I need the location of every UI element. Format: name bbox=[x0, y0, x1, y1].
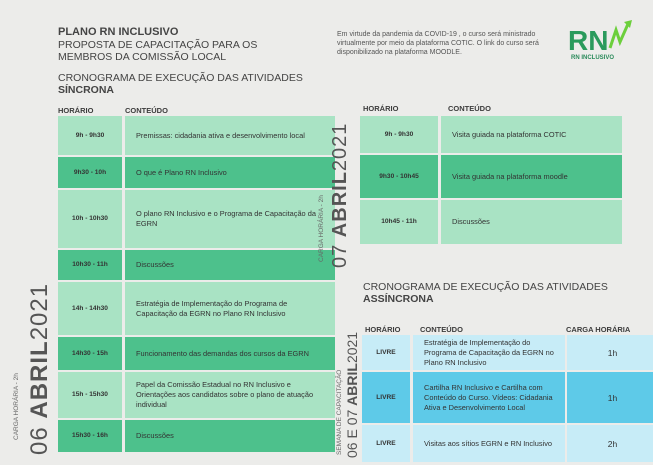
content-cell: Discussões bbox=[125, 420, 335, 452]
content-cell: Funcionamento das demandas dos cursos da EGRN bbox=[125, 337, 335, 370]
sync-section-title bbox=[58, 72, 303, 96]
load-cell: 1h bbox=[567, 335, 653, 370]
table-row bbox=[362, 335, 653, 370]
time-cell: 10h45 - 11h bbox=[360, 200, 438, 244]
logo-subtitle: RN INCLUSIVO bbox=[571, 55, 615, 61]
async-day-b: 07 bbox=[344, 409, 360, 426]
async-year: 2021 bbox=[344, 331, 360, 364]
sync-title-text: CRONOGRAMA DE EXECUÇÃO DAS ATIVIDADES bbox=[58, 72, 303, 84]
day2-year: 2021 bbox=[329, 122, 351, 172]
content-cell: Estratégia de Implementação do Programa de Capacitação da EGRN no Plano RN Inclusivo bbox=[413, 335, 565, 370]
table-row bbox=[58, 250, 335, 280]
day1-month: ABRIL bbox=[26, 340, 53, 419]
time-cell: 9h - 9h30 bbox=[360, 116, 438, 153]
time-cell: 9h - 9h30 bbox=[58, 116, 122, 155]
table-row bbox=[58, 372, 335, 418]
async-col-header-content: CONTEÚDO bbox=[420, 325, 463, 334]
table-row bbox=[58, 337, 335, 370]
content-cell: Visita guiada na plataforma COTIC bbox=[441, 116, 622, 153]
sync-mode-label: SÍNCRONA bbox=[58, 84, 115, 96]
async-mode-label: ASSÍNCRONA bbox=[363, 293, 434, 305]
table-row bbox=[360, 116, 622, 153]
async-date-label bbox=[344, 332, 360, 458]
time-cell: LIVRE bbox=[362, 372, 410, 423]
day2-date-label bbox=[329, 123, 352, 268]
col-header-time-2: HORÁRIO bbox=[363, 104, 399, 113]
async-col-header-load: CARGA HORÁRIA bbox=[566, 325, 631, 334]
content-cell: Discussões bbox=[441, 200, 622, 244]
time-cell: LIVRE bbox=[362, 425, 410, 462]
col-header-content: CONTEÚDO bbox=[125, 106, 168, 115]
time-cell: 9h30 - 10h bbox=[58, 157, 122, 188]
table-row bbox=[58, 420, 335, 452]
day1-year: 2021 bbox=[26, 282, 53, 341]
day1-day: 06 bbox=[26, 426, 53, 455]
time-cell: 10h - 10h30 bbox=[58, 190, 122, 248]
table-row bbox=[362, 425, 653, 462]
page-subtitle: PROPOSTA DE CAPACITAÇÃO PARA OS MEMBROS DA COMISSÃO LOCAL bbox=[58, 39, 258, 63]
content-cell: Premissas: cidadania ativa e desenvolvimento local bbox=[125, 116, 335, 155]
time-cell: 9h30 - 10h45 bbox=[360, 155, 438, 198]
async-col-header-time: HORÁRIO bbox=[365, 325, 401, 334]
svg-text:RN: RN bbox=[568, 25, 609, 56]
table-row bbox=[58, 282, 335, 335]
content-cell: Visitas aos sítios EGRN e RN Inclusivo bbox=[413, 425, 565, 462]
table-row bbox=[360, 155, 622, 198]
content-cell: O plano RN Inclusivo e o Programa de Capacitação da EGRN bbox=[125, 190, 335, 248]
time-cell: LIVRE bbox=[362, 335, 410, 370]
col-header-time: HORÁRIO bbox=[58, 106, 94, 115]
day2-carga-label: CARGA HORÁRIA - 2h bbox=[318, 195, 325, 262]
content-cell: Papel da Comissão Estadual no RN Inclusivo e Orientações aos candidatos sobre o plano de atuação individual bbox=[125, 372, 335, 418]
time-cell: 14h - 14h30 bbox=[58, 282, 122, 335]
content-cell: Discussões bbox=[125, 250, 335, 280]
async-day-e: E bbox=[344, 429, 360, 439]
async-section-title bbox=[363, 281, 608, 305]
time-cell: 15h - 15h30 bbox=[58, 372, 122, 418]
table-row bbox=[58, 116, 335, 155]
async-month: ABRIL bbox=[344, 363, 360, 406]
load-cell: 2h bbox=[567, 425, 653, 462]
table-row bbox=[360, 200, 622, 244]
time-cell: 14h30 - 15h bbox=[58, 337, 122, 370]
time-cell: 10h30 - 11h bbox=[58, 250, 122, 280]
async-title-text: CRONOGRAMA DE EXECUÇÃO DAS ATIVIDADES bbox=[363, 281, 608, 293]
day1-date-label bbox=[26, 283, 54, 455]
day2-day: 07 bbox=[329, 243, 351, 268]
content-cell: Cartilha RN Inclusivo e Cartilha com Conteúdo do Curso. Vídeos: Cidadania Ativa e Desenvolvimento Local bbox=[413, 372, 565, 423]
async-week-label: SEMANA DE CAPACITAÇÃO bbox=[336, 369, 343, 455]
content-cell: Visita guiada na plataforma moodle bbox=[441, 155, 622, 198]
table-row bbox=[58, 190, 335, 248]
table-row bbox=[362, 372, 653, 423]
load-cell: 1h bbox=[567, 372, 653, 423]
content-cell: O que é Plano RN Inclusivo bbox=[125, 157, 335, 188]
time-cell: 15h30 - 16h bbox=[58, 420, 122, 452]
content-cell: Estratégia de Implementação do Programa de Capacitação da EGRN no Plano RN Inclusivo bbox=[125, 282, 335, 335]
covid-notice: Em virtude da pandemia da COVID-19 , o curso será ministrado virtualmente por meio da plataforma COTIC. O link do curso será disponibilizado na plataforma MOODLE. bbox=[337, 31, 539, 56]
day2-month: ABRIL bbox=[329, 171, 351, 238]
page-title: PLANO RN INCLUSIVO bbox=[58, 26, 179, 38]
day1-carga-label: CARGA HORÁRIA - 2h bbox=[13, 373, 20, 440]
col-header-content-2: CONTEÚDO bbox=[448, 104, 491, 113]
async-day-a: 06 bbox=[344, 442, 360, 458]
table-row bbox=[58, 157, 335, 188]
